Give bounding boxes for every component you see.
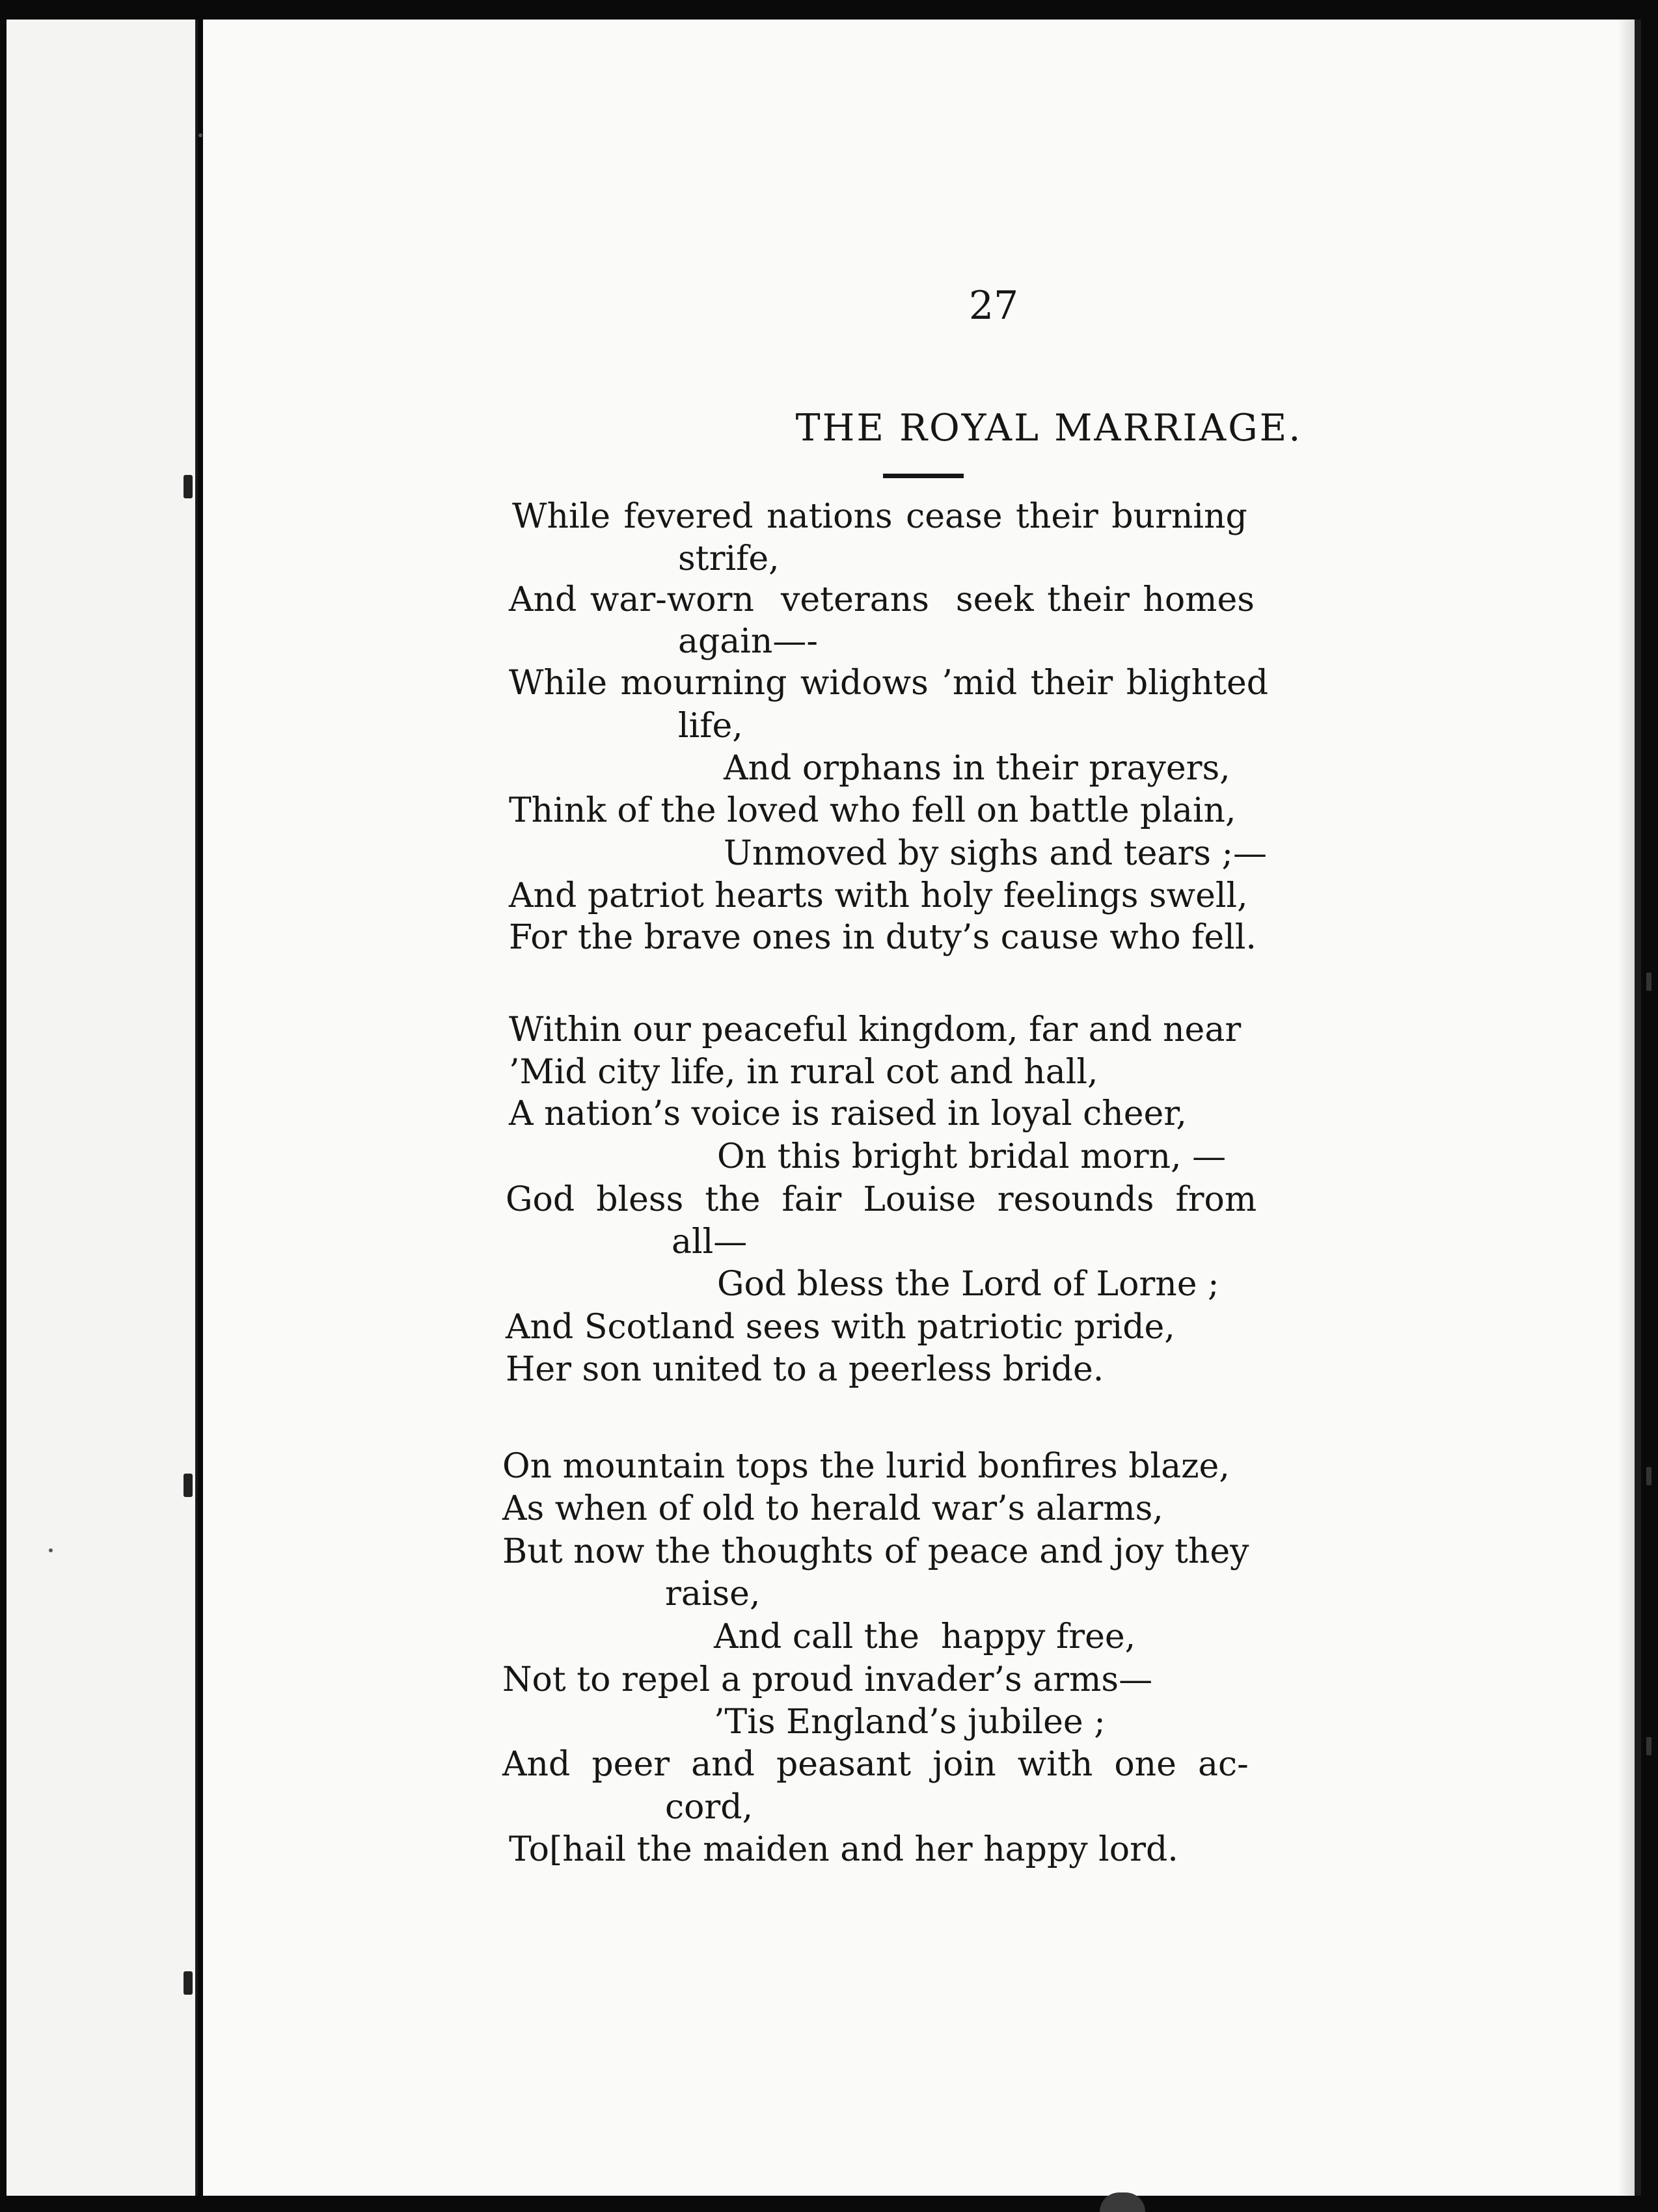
- title-rule: [883, 474, 964, 478]
- verse-line: For the brave ones in duty’s cause who fell.: [509, 918, 1257, 957]
- verse-line: On this bright bridal morn, —: [717, 1137, 1227, 1176]
- verse-line: God bless the Lord of Lorne ;: [717, 1265, 1219, 1304]
- verse-line: To[hail the maiden and her happy lord.: [509, 1830, 1178, 1869]
- verse-line: Unmoved by sighs and tears ;—: [724, 834, 1267, 873]
- binding-mark: [183, 1474, 193, 1497]
- verse-line: all—: [672, 1222, 748, 1261]
- edge-mark: [1646, 1737, 1651, 1755]
- verse-line: Her son united to a peerless bride.: [506, 1350, 1104, 1389]
- verse-line: raise,: [665, 1574, 761, 1613]
- verse-line: And orphans in their prayers,: [724, 749, 1230, 788]
- verse-line: While fevered nations cease their burning: [512, 497, 1247, 536]
- verse-line: Within our peaceful kingdom, far and near: [509, 1010, 1242, 1049]
- edge-mark: [1646, 973, 1651, 991]
- verse-line: ’Tis England’s jubilee ;: [714, 1703, 1106, 1742]
- page-number: 27: [968, 283, 1019, 329]
- verse-line: As when of old to herald war’s alarms,: [502, 1489, 1163, 1528]
- verse-line: And war-worn veterans seek their homes: [509, 580, 1255, 619]
- verse-line: But now the thoughts of peace and joy they: [502, 1532, 1249, 1571]
- verse-line: life,: [678, 707, 743, 746]
- facing-page-edge: [7, 20, 198, 2196]
- verse-line: again—-: [678, 622, 818, 661]
- poem-title: THE ROYAL MARRIAGE.: [795, 407, 1303, 450]
- verse-line: strife,: [678, 539, 780, 578]
- verse-line: And call the happy free,: [714, 1617, 1136, 1656]
- verse-line: And peer and peasant join with one ac-: [502, 1745, 1249, 1784]
- verse-line: God bless the fair Louise resounds from: [506, 1180, 1257, 1219]
- verse-line: And Scotland sees with patriotic pride,: [506, 1308, 1175, 1347]
- verse-line: cord,: [665, 1788, 754, 1827]
- binding-mark: [183, 475, 193, 498]
- binding-mark: [183, 1971, 193, 1995]
- speck: [198, 133, 202, 137]
- speck: [49, 1548, 53, 1552]
- edge-mark: [1646, 1467, 1651, 1485]
- poem: [203, 20, 1635, 2196]
- book-page: [203, 20, 1641, 2196]
- verse-line: A nation’s voice is raised in loyal cheer,: [509, 1094, 1187, 1133]
- verse-line: ’Mid city life, in rural cot and hall,: [509, 1053, 1098, 1092]
- verse-line: On mountain tops the lurid bonfires blaze,: [502, 1447, 1230, 1486]
- verse-line: While mourning widows ’mid their blighted: [509, 664, 1269, 703]
- verse-line: And patriot hearts with holy feelings swell,: [509, 876, 1248, 915]
- verse-line: Think of the loved who fell on battle plain,: [509, 791, 1236, 830]
- verse-line: Not to repel a proud invader’s arms—: [502, 1660, 1153, 1699]
